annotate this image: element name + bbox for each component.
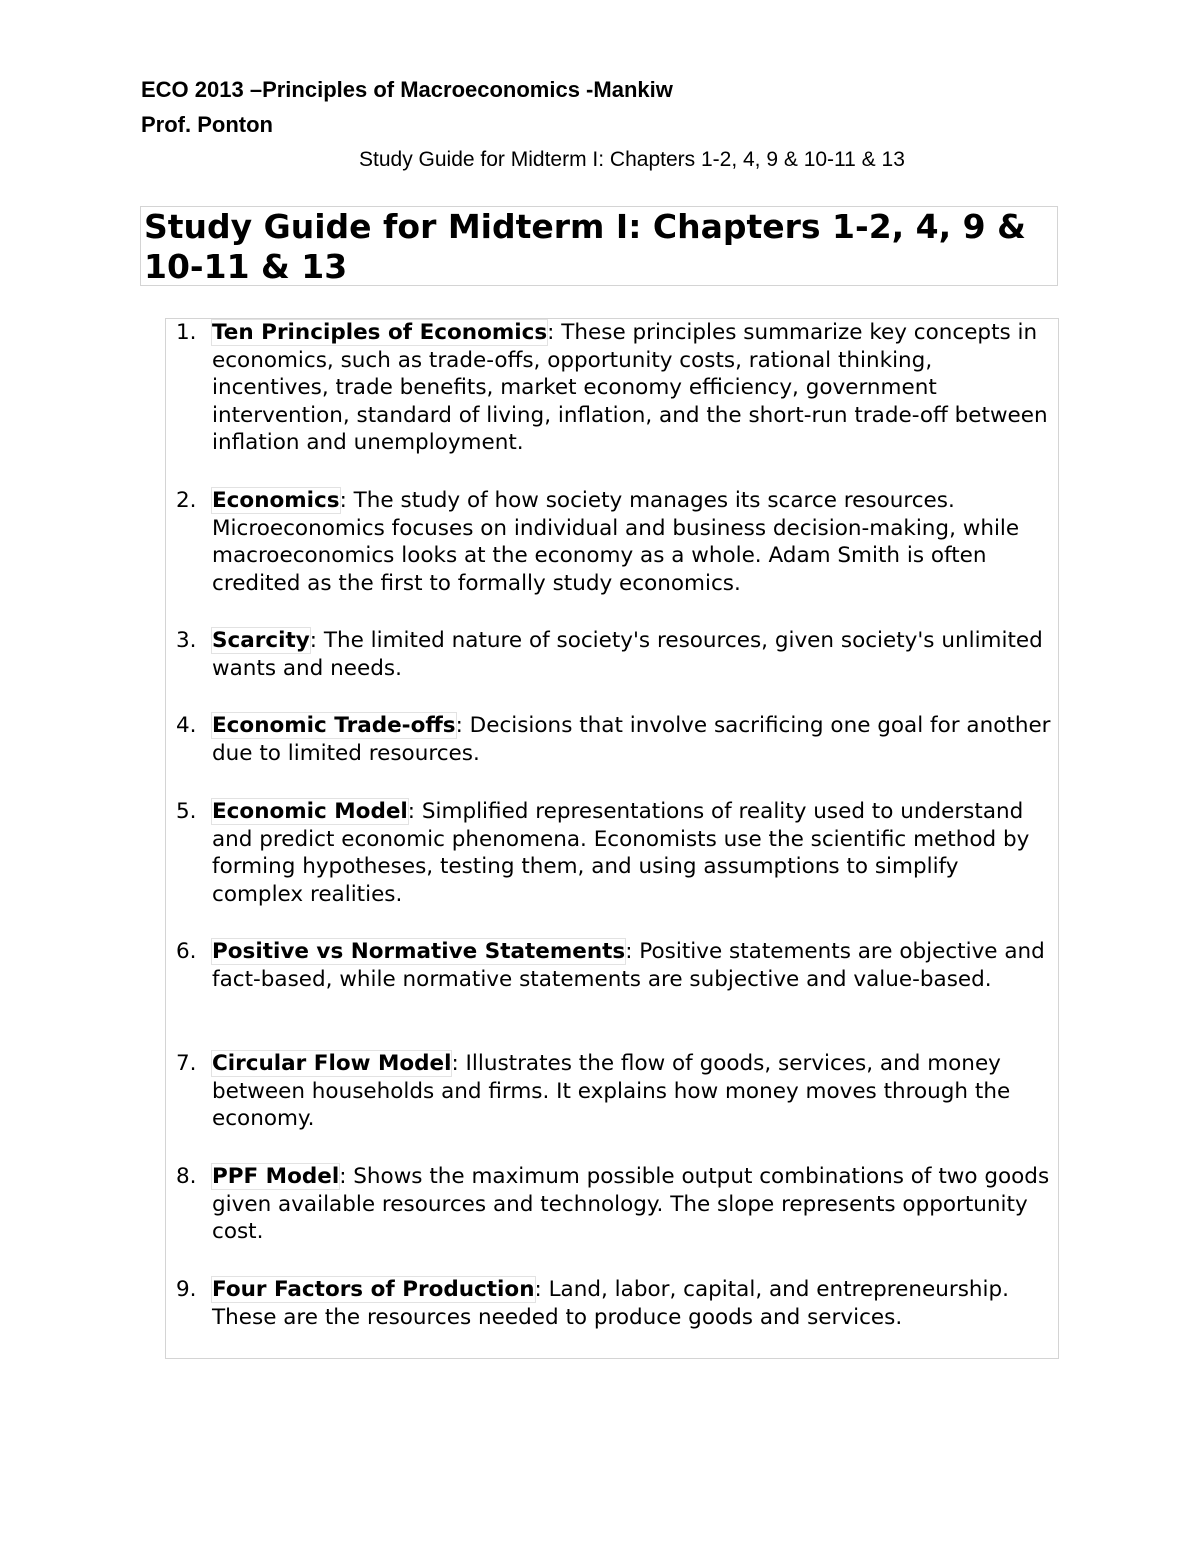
- item-description: : The study of how society manages its scarce resources. Microeconomics focuses on individual and business decision-making, while macroeconomics looks at the economy as a whole. Adam Smith is often credited as the first to formally study economics.: [212, 488, 1020, 596]
- item-description: : Simplified representations of reality used to understand and predict economic phenomena. Economists use the scientific method by forming hypotheses, testing them, and using assumptions to simplify complex realities.: [212, 799, 1030, 907]
- item-description: : Shows the maximum possible output combinations of two goods given available resources and technology. The slope represents opportunity cost.: [212, 1164, 1050, 1244]
- item-number: 4.: [176, 713, 197, 738]
- page-subtitle: Study Guide for Midterm I: Chapters 1-2, 4, 9 & 10-11 & 13: [359, 148, 905, 171]
- item-number: 9.: [176, 1277, 197, 1302]
- item-description: : Illustrates the flow of goods, services, and money between households and firms. It explains how money moves through the economy.: [212, 1051, 1011, 1131]
- course-header: ECO 2013 –Principles of Macroeconomics -Mankiw: [141, 77, 673, 102]
- item-number: 3.: [176, 628, 197, 653]
- title-box: [140, 206, 1058, 286]
- item-number: 2.: [176, 488, 197, 513]
- professor-name: Prof. Ponton: [141, 112, 273, 137]
- item-term: Economic Model: [212, 799, 408, 824]
- item-term: PPF Model: [212, 1164, 340, 1189]
- item-body: [212, 487, 1052, 597]
- item-term: Economics: [212, 488, 340, 513]
- item-number: 6.: [176, 939, 197, 964]
- item-term: Ten Principles of Economics: [212, 320, 548, 345]
- page-title: Study Guide for Midterm I: Chapters 1-2, 4, 9 & 10-11 & 13: [144, 207, 1026, 286]
- item-body: [212, 1276, 1052, 1331]
- item-term: Four Factors of Production: [212, 1277, 535, 1302]
- item-description: : Positive statements are objective and fact-based, while normative statements are subjective and value-based.: [212, 939, 1045, 992]
- item-body: [212, 1050, 1052, 1133]
- topic-list-box: [165, 318, 1059, 1359]
- item-description: : The limited nature of society's resources, given society's unlimited wants and needs.: [212, 628, 1043, 681]
- item-term: Positive vs Normative Statements: [212, 939, 626, 964]
- item-number: 8.: [176, 1164, 197, 1189]
- item-term: Circular Flow Model: [212, 1051, 452, 1076]
- item-term: Scarcity: [212, 628, 310, 653]
- item-body: [212, 319, 1052, 457]
- item-body: [212, 1163, 1052, 1246]
- item-body: [212, 712, 1052, 767]
- item-term: Economic Trade-offs: [212, 713, 456, 738]
- item-description: : Land, labor, capital, and entrepreneurship. These are the resources needed to produce goods and services.: [212, 1277, 1010, 1330]
- item-description: : Decisions that involve sacrificing one goal for another due to limited resources.: [212, 713, 1051, 766]
- item-number: 1.: [176, 320, 197, 345]
- item-body: [212, 798, 1052, 908]
- item-body: [212, 627, 1052, 682]
- item-body: [212, 938, 1052, 993]
- item-number: 5.: [176, 799, 197, 824]
- item-number: 7.: [176, 1051, 197, 1076]
- item-description: : These principles summarize key concepts in economics, such as trade-offs, opportunity costs, rational thinking, incentives, trade benefits, market economy efficiency, government intervention, standard of living, inflation, and the short-run trade-off between inflation and unemployment.: [212, 320, 1048, 455]
